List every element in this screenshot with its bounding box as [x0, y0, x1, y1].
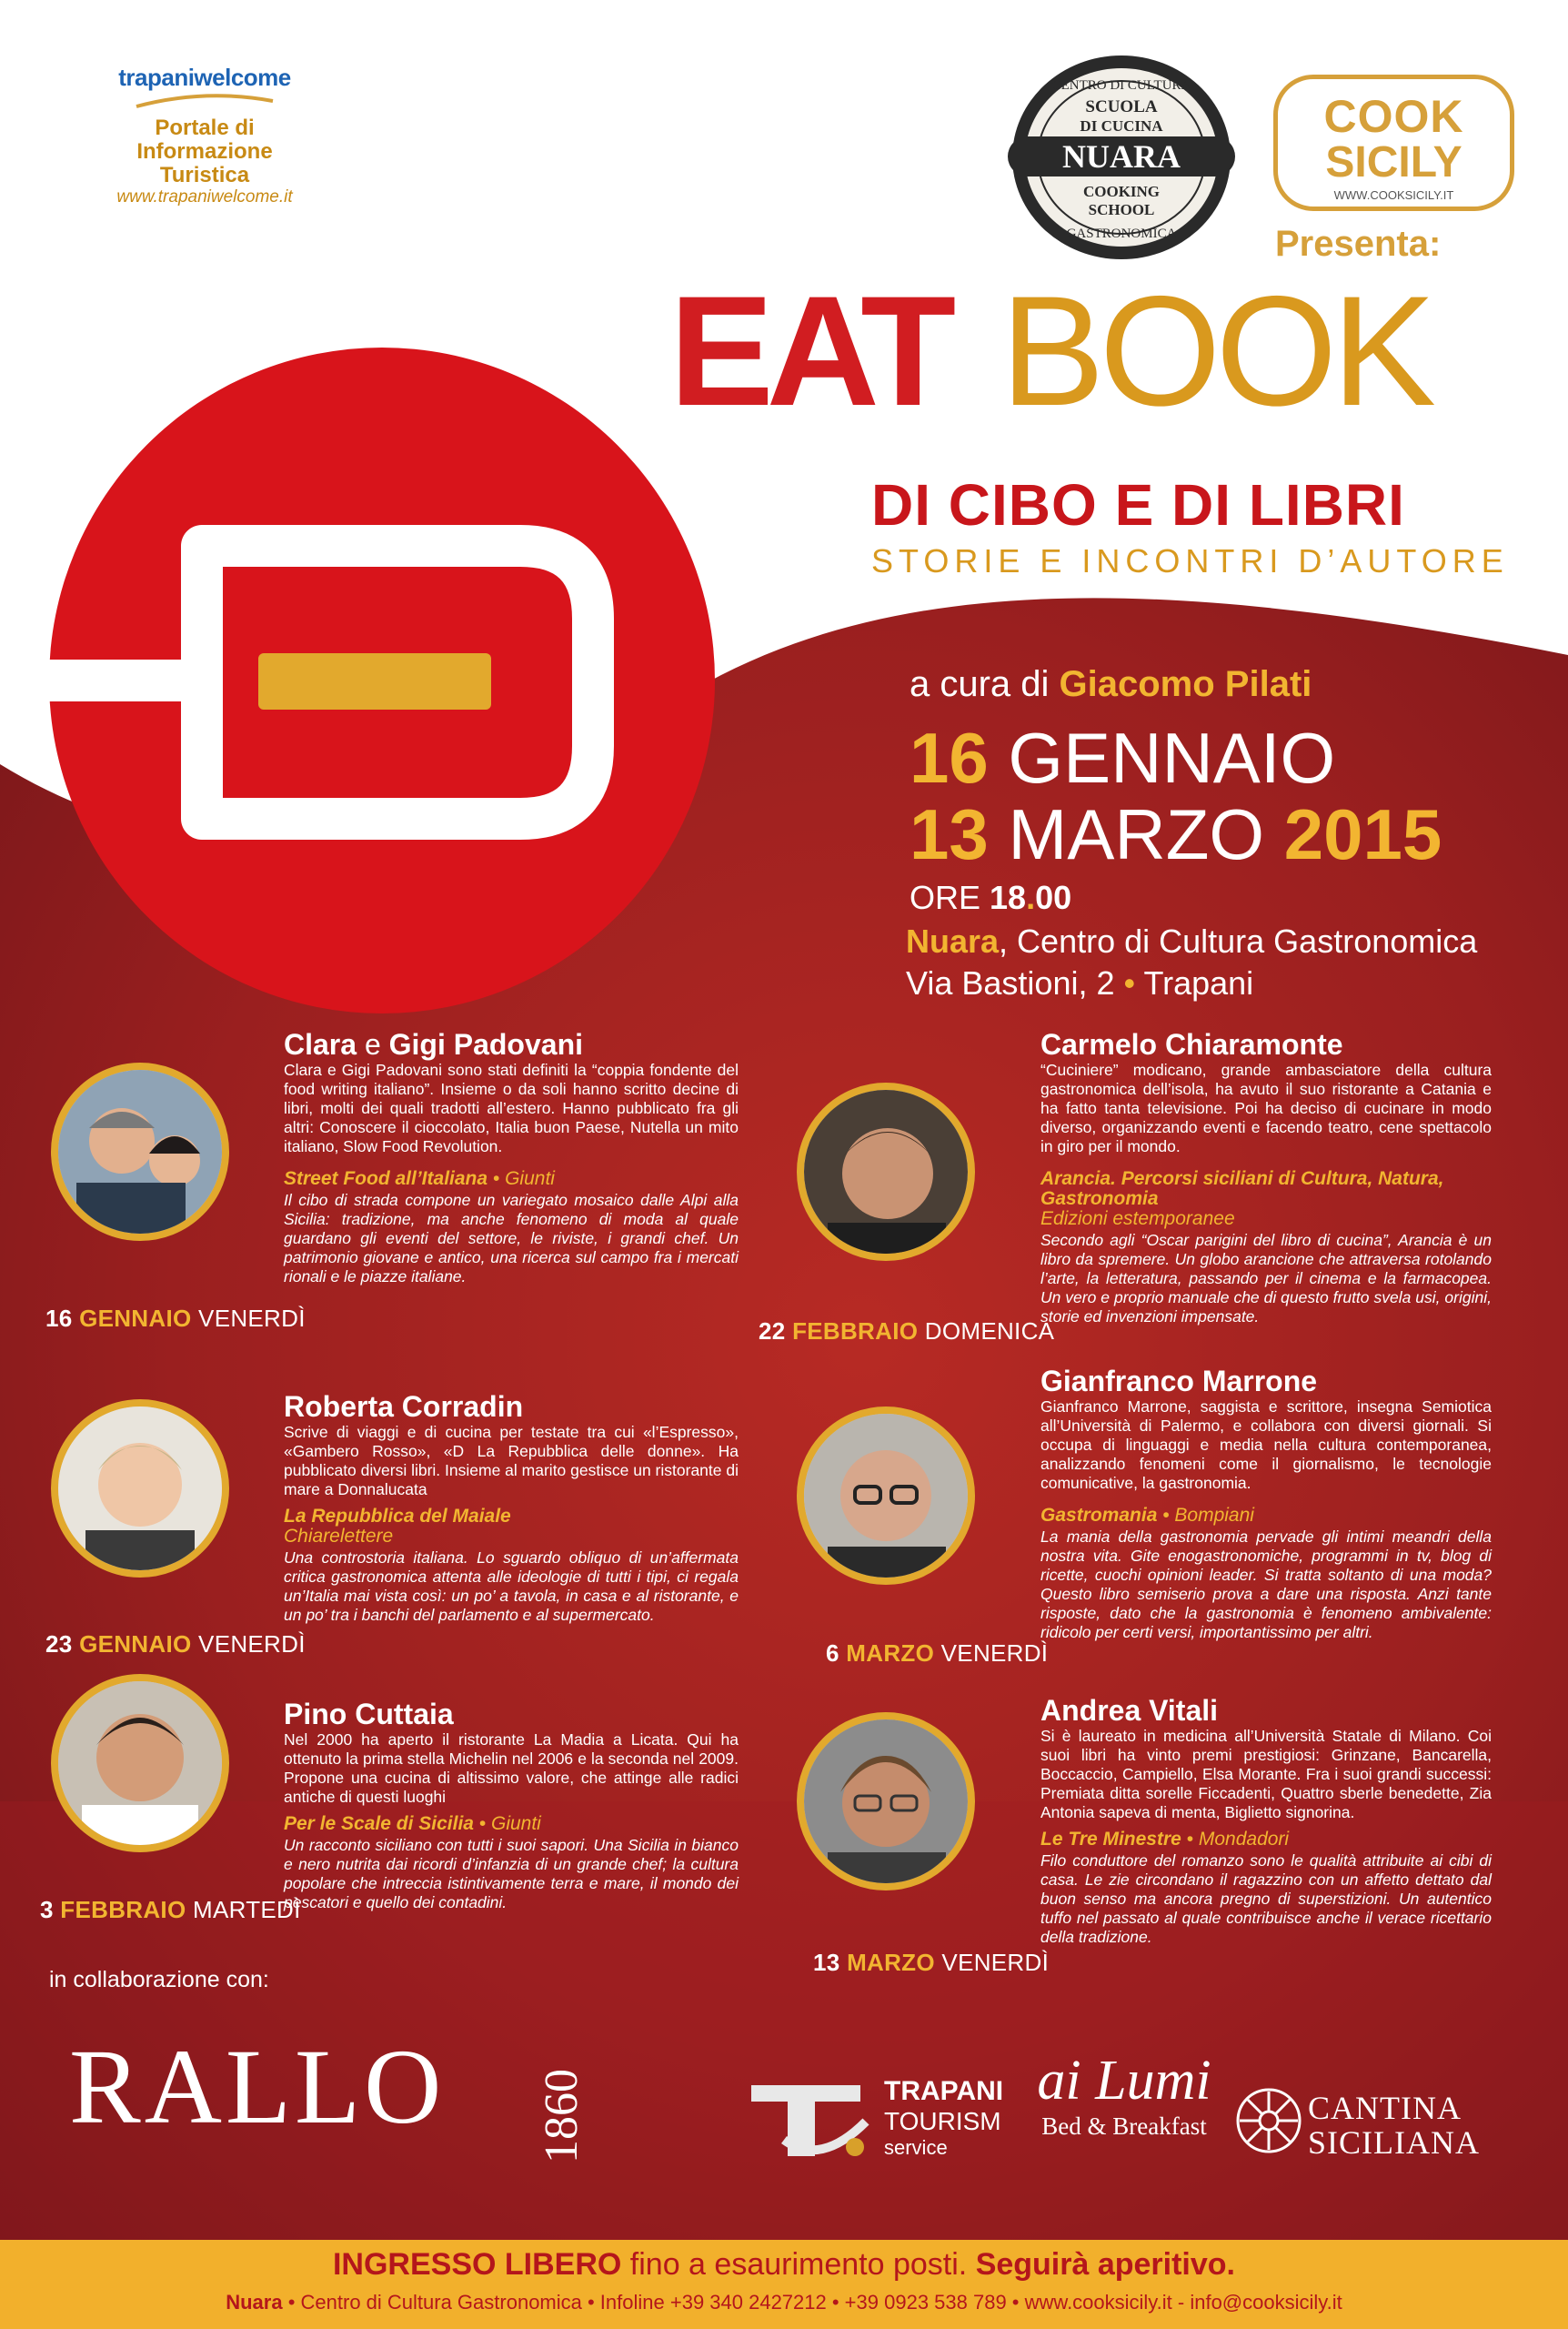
start-day: 16 [910, 718, 989, 798]
date-num: 23 [45, 1630, 73, 1658]
tts-line3: service [884, 2136, 948, 2159]
date-day: MARTEDÌ [193, 1896, 301, 1923]
city: Trapani [1143, 964, 1254, 1002]
book-desc: La mania della gastronomia pervade gli intimi meandri della nostra vita. Gite enogastronomiche, programmi in tv, blog di ricette, cuochi opinioni leader. Si tratta soltanto di una moda? Questo libro semiserio prova a dare una risposta. Anzi tante risposte, dato che la gastronomia è fenomeno ambivalente: ridicolo per certi versi, importantissimo per altri. [1040, 1527, 1492, 1641]
trapaniwelcome-url: www.trapaniwelcome.it [116, 187, 293, 207]
ai-lumi-logo [1024, 2049, 1224, 2141]
name-conj: e [357, 1028, 389, 1061]
portrait-icon [58, 1070, 222, 1234]
book-title: Le Tre Minestre [1040, 1829, 1181, 1850]
book-publisher: • Giunti [487, 1168, 555, 1189]
date-day: VENERDÌ [941, 1949, 1050, 1976]
tagline: STORIE E INCONTRI D’AUTORE [871, 542, 1509, 580]
tts-icon [748, 2076, 875, 2167]
speaker-date-corradin [45, 1630, 306, 1659]
speaker-bio: Scrive di viaggi e di cucina per testate tra cui «l’Espresso», «Gambero Rosso», «D La Repubblica delle donne». Ha pubblicato diversi libri. Insieme al marito gestisce un ristorante di mare a Donnalucata [284, 1423, 739, 1498]
address-line [906, 964, 1253, 1003]
book-desc: Il cibo di strada compone un variegato mosaico dalle Alpi alla Sicilia: tradizione, ma anche fenomeno di moda al quale guardano gli eventi del settore, le riviste, i grandi chef. Un patrimonio giovane e antico, una ricerca sul campo fra i mercati rionali e le piazze italiane. [284, 1191, 739, 1285]
time-hour: 18 [990, 879, 1027, 916]
speaker-bio: “Cuciniere” modicano, grande ambasciatore della cultura gastronomica dell’isola, ha avuto il suo ristorante a Catania e ha fatto tanta televisione. Poi ha deciso di cucinare in modo diverso, organizzando eventi e facendo teatro, cene spettacolo in giro per il mondo. [1040, 1061, 1492, 1155]
nuara-top-arc: CENTRO DI CULTURA [1051, 78, 1191, 93]
rallo-year: 1860 [536, 2069, 588, 2163]
footer-contact: • Centro di Cultura Gastronomica • Infoline +39 340 2427212 • +39 0923 538 789 • www.cooksicily.it - info@cooksicily.it [282, 2291, 1342, 2314]
nuara-bottom-arc: GASTRONOMICA [1066, 227, 1177, 241]
book-title-line [1040, 1506, 1492, 1526]
book-title-line [284, 1814, 739, 1834]
portrait-icon [58, 1406, 222, 1570]
book-desc: Una controstoria italiana. Lo sguardo obliquo di un’affermata critica gastronomica attenta alle ideologie di tutti i tipi, ci regala un’Italia mai vista così: un po’ a tavola, in casa e al ristorante, e un po’ tra i banchi del parlamento e al supermercato. [284, 1548, 739, 1624]
curator-name: Giacomo Pilati [1059, 664, 1312, 704]
cook-sicily-logo [1273, 75, 1514, 211]
end-date [910, 793, 1442, 875]
rosette-icon [1235, 2087, 1302, 2154]
book-title: La Repubblica del Maiale [284, 1506, 511, 1527]
cook-sicily-line1: COOK [1323, 91, 1464, 142]
footer-line1 [0, 2247, 1568, 2283]
portrait-icon [804, 1719, 968, 1883]
nuara-line3: COOKING [1082, 183, 1161, 200]
curator-line [910, 664, 1312, 705]
trapaniwelcome-line2: Informazione Turistica [136, 139, 273, 187]
title-book: BOOK [1000, 264, 1432, 439]
speaker-bio: Clara e Gigi Padovani sono stati definiti la “coppia fondente del food writing italiano”. Insieme o da soli hanno scritto decine di libri, molti dei quali tradotti all’estero. Hanno pubblicato fra gli altri: Conoscere il cioccolato, Italia buon Paese, Nutella un mito italiano, Slow Food Revolution. [284, 1061, 739, 1155]
title-eat: EAT [669, 264, 950, 439]
speaker-name: Andrea Vitali [1040, 1694, 1219, 1727]
date-day: VENERDÌ [198, 1305, 306, 1332]
date-month: FEBBRAIO [60, 1896, 186, 1923]
trapaniwelcome-brand: trapaniwelcome [118, 64, 291, 91]
book-desc: Filo conduttore del romanzo sono le qualità attribuite ai cibi di casa. Le zie circondano il ragazzino con un affetto dettato dal buon senso ma ancora pregno di superstizioni. Un autentico tuffo nel passato al quale contribuisce anche il verace ricettario della tradizione. [1040, 1851, 1492, 1946]
date-day: DOMENICA [924, 1317, 1055, 1345]
curator-prefix: a cura di [910, 664, 1060, 704]
event-year: 2015 [1283, 794, 1442, 874]
venue-line [906, 923, 1477, 961]
nuara-banner: NUARA [1062, 138, 1181, 175]
book-publisher: Edizioni estemporanee [1040, 1208, 1235, 1229]
presenta-label: Presenta: [1275, 224, 1442, 264]
start-month: GENNAIO [988, 718, 1336, 798]
speaker-block-corradin [284, 1390, 739, 1625]
book-desc: Un racconto siciliano con tutti i suoi sapori. Una Sicilia in bianco e nero nutrita dai ricordi d’infanzia di un grande chef; la cultura popolare che intreccia istintivamente terra e mare, il mondo dei pescatori e quello dei contadini. [284, 1836, 739, 1911]
speaker-date-chiaramonte [759, 1317, 1054, 1346]
tts-line1: TRAPANI [884, 2076, 1004, 2106]
speaker-photo-vitali [797, 1712, 975, 1890]
speaker-name [284, 1028, 739, 1061]
speaker-date-vitali [813, 1949, 1049, 1977]
date-month: GENNAIO [79, 1305, 192, 1332]
start-date [910, 717, 1335, 799]
nuara-badge-logo [999, 53, 1244, 262]
portrait-icon [804, 1414, 968, 1578]
venue-name: Nuara [906, 923, 1000, 960]
ailumi-line2: Bed & Breakfast [1041, 2112, 1207, 2140]
book-title-line [1040, 1830, 1492, 1850]
nuara-line2: DI CUCINA [1080, 117, 1163, 135]
date-num: 13 [813, 1949, 840, 1976]
speaker-name: Roberta Corradin [284, 1390, 524, 1423]
speaker-block-cuttaia [284, 1698, 739, 1912]
nuara-line1: SCUOLA [1085, 97, 1158, 116]
speaker-photo-cuttaia [51, 1674, 229, 1852]
date-month: FEBBRAIO [792, 1317, 919, 1345]
free-rest: fino a esaurimento posti. [621, 2247, 968, 2282]
date-num: 22 [759, 1317, 786, 1345]
date-month: MARZO [846, 1639, 935, 1667]
footer-bar [0, 2240, 1568, 2329]
book-publisher: • Mondadori [1181, 1829, 1290, 1850]
date-num: 6 [826, 1639, 839, 1667]
speaker-block-padovani [284, 1028, 739, 1286]
speaker-bio: Nel 2000 ha aperto il ristorante La Madia a Licata. Qui ha ottenuto la prima stella Michelin nel 2006 e la seconda nel 2009. Propone una cucina di altissimo valore, che attinge alle radici antiche di questi luoghi [284, 1730, 739, 1806]
subtitle: DI CIBO E DI LIBRI [871, 472, 1405, 538]
address: Via Bastioni, 2 [906, 964, 1115, 1002]
speaker-date-padovani [45, 1305, 306, 1333]
portrait-icon [804, 1090, 968, 1254]
end-month: MARZO [988, 794, 1284, 874]
portrait-icon [58, 1681, 222, 1845]
collab-label: in collaborazione con: [49, 1967, 269, 1992]
book-title-line [284, 1169, 739, 1189]
address-sep: • [1114, 964, 1144, 1002]
name-a: Clara [284, 1028, 357, 1061]
speaker-name: Pino Cuttaia [284, 1698, 454, 1730]
speaker-date-cuttaia [40, 1896, 301, 1924]
book-publisher: • Giunti [473, 1813, 541, 1834]
free-entry: INGRESSO LIBERO [332, 2247, 622, 2282]
speaker-name: Gianfranco Marrone [1040, 1365, 1318, 1397]
cook-sicily-url: WWW.COOKSICILY.IT [1333, 188, 1454, 202]
cantina-line1: CANTINA [1308, 2090, 1462, 2126]
speaker-photo-chiaramonte [797, 1083, 975, 1261]
aperitivo: Seguirà aperitivo. [975, 2247, 1236, 2282]
date-num: 16 [45, 1305, 73, 1332]
book-title: Street Food all’Italiana [284, 1168, 488, 1189]
book-title: Arancia. Percorsi siciliani di Cultura, Natura, Gastronomia [1040, 1168, 1444, 1209]
date-day: VENERDÌ [198, 1630, 306, 1658]
footer-venue: Nuara [226, 2291, 283, 2314]
speaker-block-marrone [1040, 1365, 1492, 1642]
speaker-block-vitali [1040, 1694, 1492, 1947]
date-num: 3 [40, 1896, 54, 1923]
swoosh-icon [127, 92, 282, 112]
tts-line2: TOURISM [884, 2107, 1001, 2135]
speaker-name: Carmelo Chiaramonte [1040, 1028, 1343, 1061]
time-sep: . [1026, 879, 1036, 916]
book-title: Per le Scale di Sicilia [284, 1813, 474, 1834]
time-min: 00 [1035, 879, 1072, 916]
book-publisher: • Bompiani [1157, 1505, 1254, 1526]
book-title: Gastromania [1040, 1505, 1158, 1526]
event-time [910, 879, 1071, 917]
footer-line2 [0, 2291, 1568, 2314]
date-day: VENERDÌ [940, 1639, 1049, 1667]
cantina-siciliana-logo [1235, 2083, 1535, 2174]
cantina-line2: SICILIANA [1308, 2124, 1480, 2161]
speaker-photo-padovani [51, 1063, 229, 1241]
name-b: Gigi Padovani [388, 1028, 583, 1061]
trapani-tourism-logo [748, 2067, 1020, 2194]
date-month: GENNAIO [79, 1630, 192, 1658]
speaker-bio: Si è laureato in medicina all’Università Statale di Milano. Coi suoi libri ha vinto premi prestigiosi: Grinzane, Bancarella, Boccaccio, Campiello, Elsa Morante. Fra i suoi grandi successi: Premiata ditta sorelle Ficcadenti, Quattro sberle benedette, Zia Antonia sapeva di menta, Biglietto signorina. [1040, 1727, 1492, 1821]
eatbook-fork-logo [47, 346, 717, 1015]
date-month: MARZO [847, 1949, 935, 1976]
end-day: 13 [910, 794, 989, 874]
book-desc: Secondo agli “Oscar parigini del libro di cucina”, Arancia è un libro da spremere. Un globo arancione che attraversa rotolando l’arte, la letteratura, passando per il cinema e la farmacopea. Un vero e proprio manuale che di questo frutto svela usi, origini, storie ed invenzioni impensate. [1040, 1231, 1492, 1326]
trapaniwelcome-line1: Portale di [155, 116, 255, 140]
time-prefix: ORE [910, 879, 990, 916]
trapaniwelcome-logo [109, 64, 300, 207]
cook-sicily-line2: SICILY [1325, 138, 1462, 187]
speaker-photo-marrone [797, 1406, 975, 1585]
speaker-bio: Gianfranco Marrone, saggista e scrittore, insegna Semiotica all’Università di Palermo, e collabora con diversi giornali. Si occupa di linguaggi e media nella cultura contemporanea, analizzando fenomeni come il giornalismo, le tecnologie comunicative, la gastronomia. [1040, 1397, 1492, 1492]
book-publisher: Chiarelettere [284, 1526, 394, 1547]
speaker-block-chiaramonte [1040, 1028, 1492, 1326]
venue-rest: , Centro di Cultura Gastronomica [999, 923, 1478, 960]
nuara-line4: SCHOOL [1088, 201, 1155, 218]
ailumi-line1: ai Lumi [1037, 2050, 1211, 2112]
speaker-date-marrone [826, 1639, 1048, 1668]
rallo-logo: RALLO [69, 2027, 446, 2146]
speaker-photo-corradin [51, 1399, 229, 1578]
